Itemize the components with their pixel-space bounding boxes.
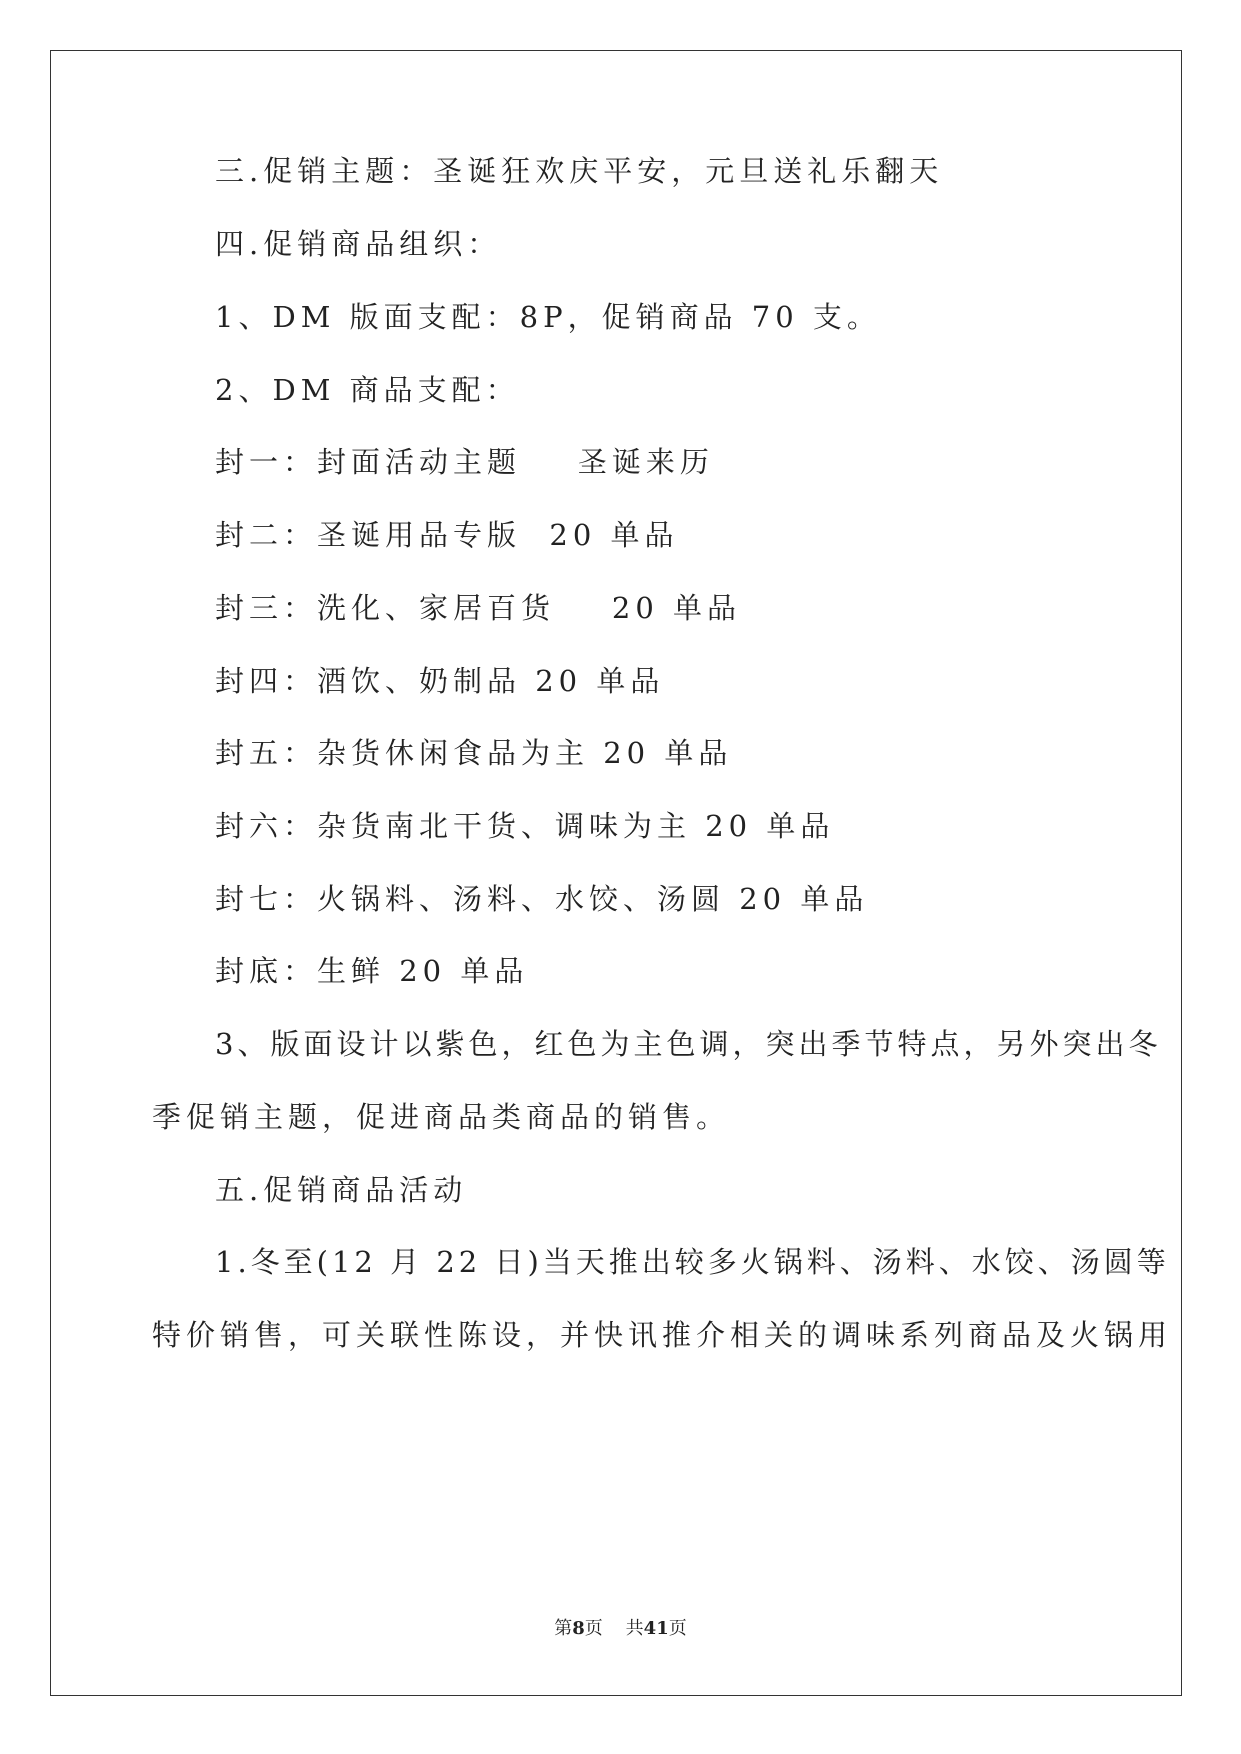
item-winter-solstice-line-2: 特价销售，可关联性陈设，并快讯推介相关的调味系列商品及火锅用 — [152, 1318, 1173, 1352]
footer-suffix: 页 — [668, 1618, 687, 1639]
cover-six: 封六：杂货南北干货、调味为主 20 单品 — [215, 809, 835, 843]
heading-promotion-activities: 五.促销商品活动 — [215, 1173, 468, 1207]
footer-middle: 页 共 — [584, 1618, 644, 1639]
item-layout-design-line-2: 季促销主题，促进商品类商品的销售。 — [152, 1100, 731, 1134]
page-border — [50, 50, 1182, 1696]
item-dm-products: 2、DM 商品支配： — [215, 373, 520, 407]
item-layout-design-line-1: 3、版面设计以紫色，红色为主色调，突出季节特点，另外突出冬 — [215, 1027, 1162, 1061]
cover-four: 封四：酒饮、奶制品 20 单品 — [215, 664, 665, 698]
cover-seven: 封七：火锅料、汤料、水饺、汤圆 20 单品 — [215, 882, 869, 916]
cover-three: 封三：洗化、家居百货 20 单品 — [215, 591, 741, 625]
page-footer — [0, 1617, 1241, 1641]
item-winter-solstice-line-1: 1.冬至(12 月 22 日)当天推出较多火锅料、汤料、水饺、汤圆等 — [215, 1245, 1170, 1279]
heading-promotion-theme: 三.促销主题：圣诞狂欢庆平安，元旦送礼乐翻天 — [215, 154, 944, 188]
item-dm-layout: 1、DM 版面支配：8P，促销商品 70 支。 — [215, 300, 881, 334]
cover-two: 封二：圣诞用品专版 20 单品 — [215, 518, 679, 552]
heading-product-organization: 四.促销商品组织： — [215, 227, 502, 261]
footer-current-page: 8 — [572, 1618, 585, 1639]
cover-five: 封五：杂货休闲食品为主 20 单品 — [215, 736, 733, 770]
cover-back: 封底：生鲜 20 单品 — [215, 954, 529, 988]
cover-one: 封一：封面活动主题 圣诞来历 — [215, 445, 714, 479]
footer-prefix: 第 — [554, 1618, 573, 1639]
footer-total-pages: 41 — [643, 1618, 669, 1639]
